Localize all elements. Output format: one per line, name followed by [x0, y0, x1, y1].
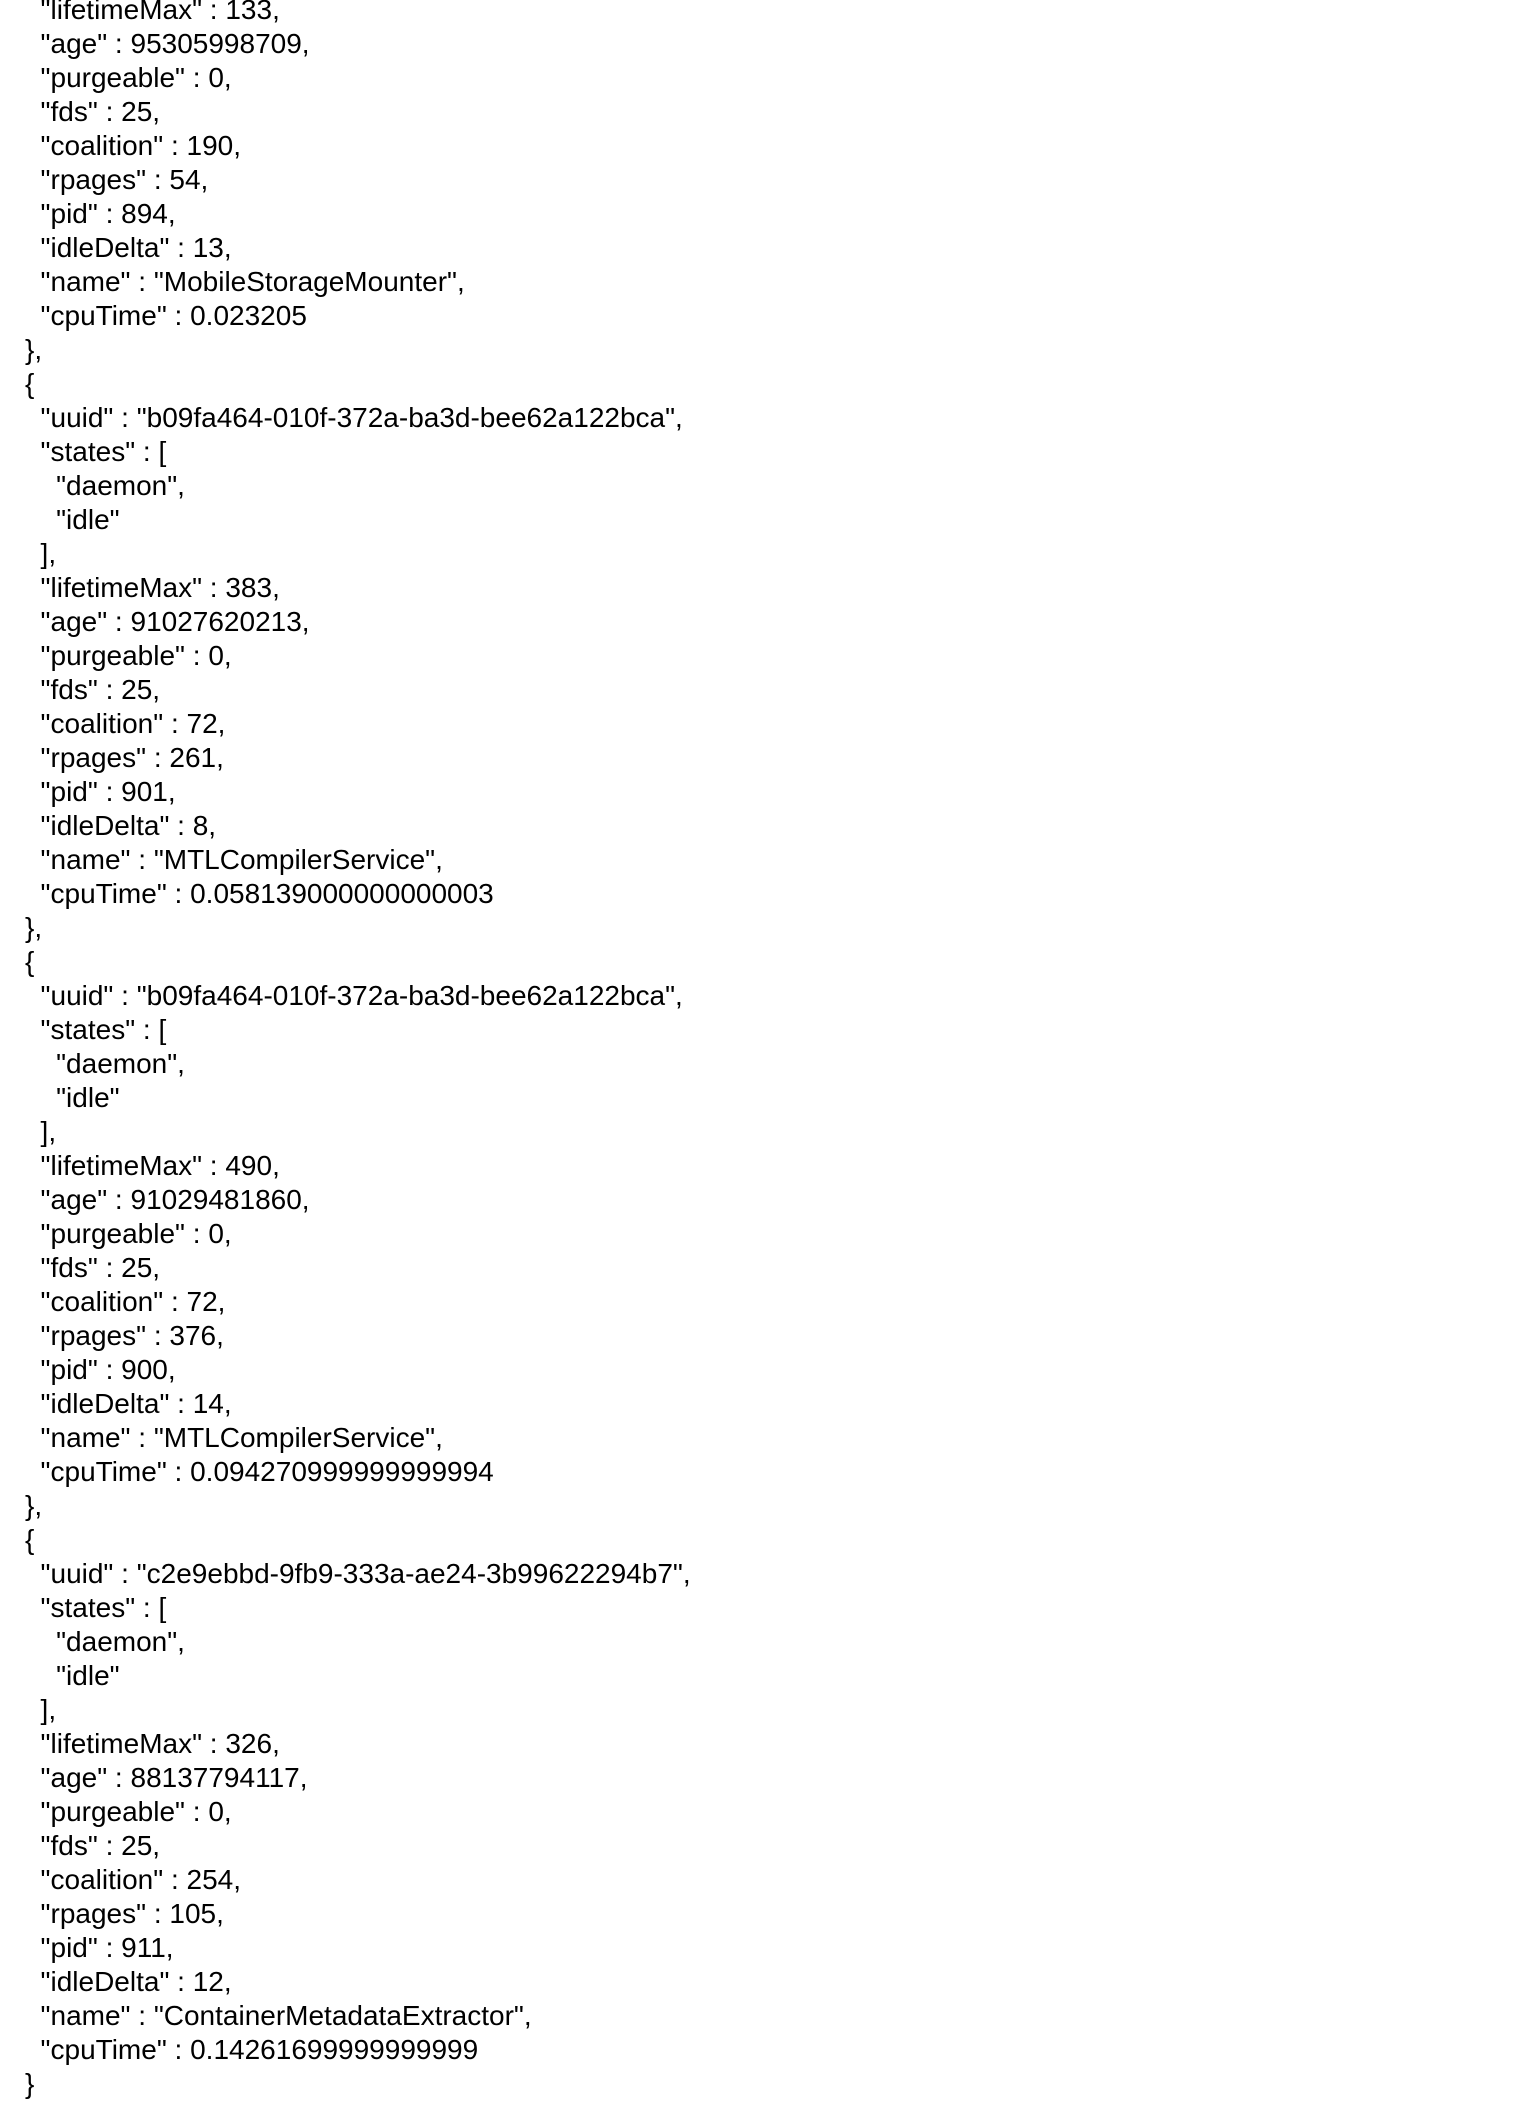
text-line: "coalition" : 72, — [25, 708, 226, 739]
text-line: "cpuTime" : 0.023205 — [25, 300, 307, 331]
text-line: "cpuTime" : 0.058139000000000003 — [25, 878, 494, 909]
text-line: "purgeable" : 0, — [25, 62, 232, 93]
text-line: "pid" : 900, — [25, 1354, 176, 1385]
text-line: { — [25, 946, 35, 977]
text-line: "age" : 91027620213, — [25, 606, 310, 637]
text-line: "rpages" : 376, — [25, 1320, 224, 1351]
text-line: "rpages" : 261, — [25, 742, 224, 773]
text-line: "idleDelta" : 14, — [25, 1388, 232, 1419]
json-log-text — [25, 0, 691, 2101]
text-line: "coalition" : 190, — [25, 130, 242, 161]
text-line: "age" : 88137794117, — [25, 1762, 308, 1793]
text-line: }, — [25, 912, 43, 943]
text-line: "idle" — [25, 1082, 120, 1113]
text-line: "rpages" : 105, — [25, 1898, 224, 1929]
text-line: "fds" : 25, — [25, 674, 161, 705]
text-line: }, — [25, 1490, 43, 1521]
text-line: "cpuTime" : 0.14261699999999999 — [25, 2034, 479, 2065]
text-line: "lifetimeMax" : 490, — [25, 1150, 280, 1181]
text-line: "pid" : 901, — [25, 776, 176, 807]
text-line: "age" : 91029481860, — [25, 1184, 310, 1215]
text-line: "uuid" : "c2e9ebbd-9fb9-333a-ae24-3b99622294b7", — [25, 1558, 691, 1589]
text-line: "purgeable" : 0, — [25, 1796, 232, 1827]
text-line: "name" : "ContainerMetadataExtractor", — [25, 2000, 532, 2031]
text-line: ], — [25, 1694, 57, 1725]
text-line: "uuid" : "b09fa464-010f-372a-ba3d-bee62a122bca", — [25, 980, 683, 1011]
text-line: "idle" — [25, 1660, 120, 1691]
text-line: }, — [25, 334, 43, 365]
text-line: ], — [25, 1116, 57, 1147]
text-line: "coalition" : 254, — [25, 1864, 242, 1895]
text-line: "coalition" : 72, — [25, 1286, 226, 1317]
text-line: "states" : [ — [25, 1014, 167, 1045]
text-line: "pid" : 894, — [25, 198, 176, 229]
text-line: "fds" : 25, — [25, 1830, 161, 1861]
text-line: "age" : 95305998709, — [25, 28, 310, 59]
text-line: "purgeable" : 0, — [25, 640, 232, 671]
text-line: "lifetimeMax" : 326, — [25, 1728, 280, 1759]
text-line: "fds" : 25, — [25, 1252, 161, 1283]
text-line: "idleDelta" : 12, — [25, 1966, 232, 1997]
text-line: "idle" — [25, 504, 120, 535]
text-line: "purgeable" : 0, — [25, 1218, 232, 1249]
text-line: "daemon", — [25, 1048, 185, 1079]
text-line: { — [25, 1524, 35, 1555]
text-line: "name" : "MTLCompilerService", — [25, 844, 443, 875]
text-line: "fds" : 25, — [25, 96, 161, 127]
text-line: "rpages" : 54, — [25, 164, 209, 195]
text-line: "idleDelta" : 8, — [25, 810, 217, 841]
text-line: "cpuTime" : 0.094270999999999994 — [25, 1456, 494, 1487]
text-line: "lifetimeMax" : 133, — [25, 0, 280, 25]
text-line: ], — [25, 538, 57, 569]
text-line: "lifetimeMax" : 383, — [25, 572, 280, 603]
text-line: "daemon", — [25, 1626, 185, 1657]
text-line: { — [25, 368, 35, 399]
text-line: "name" : "MobileStorageMounter", — [25, 266, 465, 297]
text-line: "name" : "MTLCompilerService", — [25, 1422, 443, 1453]
text-line: "pid" : 911, — [25, 1932, 174, 1963]
text-line: "idleDelta" : 13, — [25, 232, 232, 263]
text-line: "states" : [ — [25, 1592, 167, 1623]
text-line: "uuid" : "b09fa464-010f-372a-ba3d-bee62a122bca", — [25, 402, 683, 433]
text-line: "states" : [ — [25, 436, 167, 467]
text-line: } — [25, 2068, 35, 2099]
text-line: "daemon", — [25, 470, 185, 501]
